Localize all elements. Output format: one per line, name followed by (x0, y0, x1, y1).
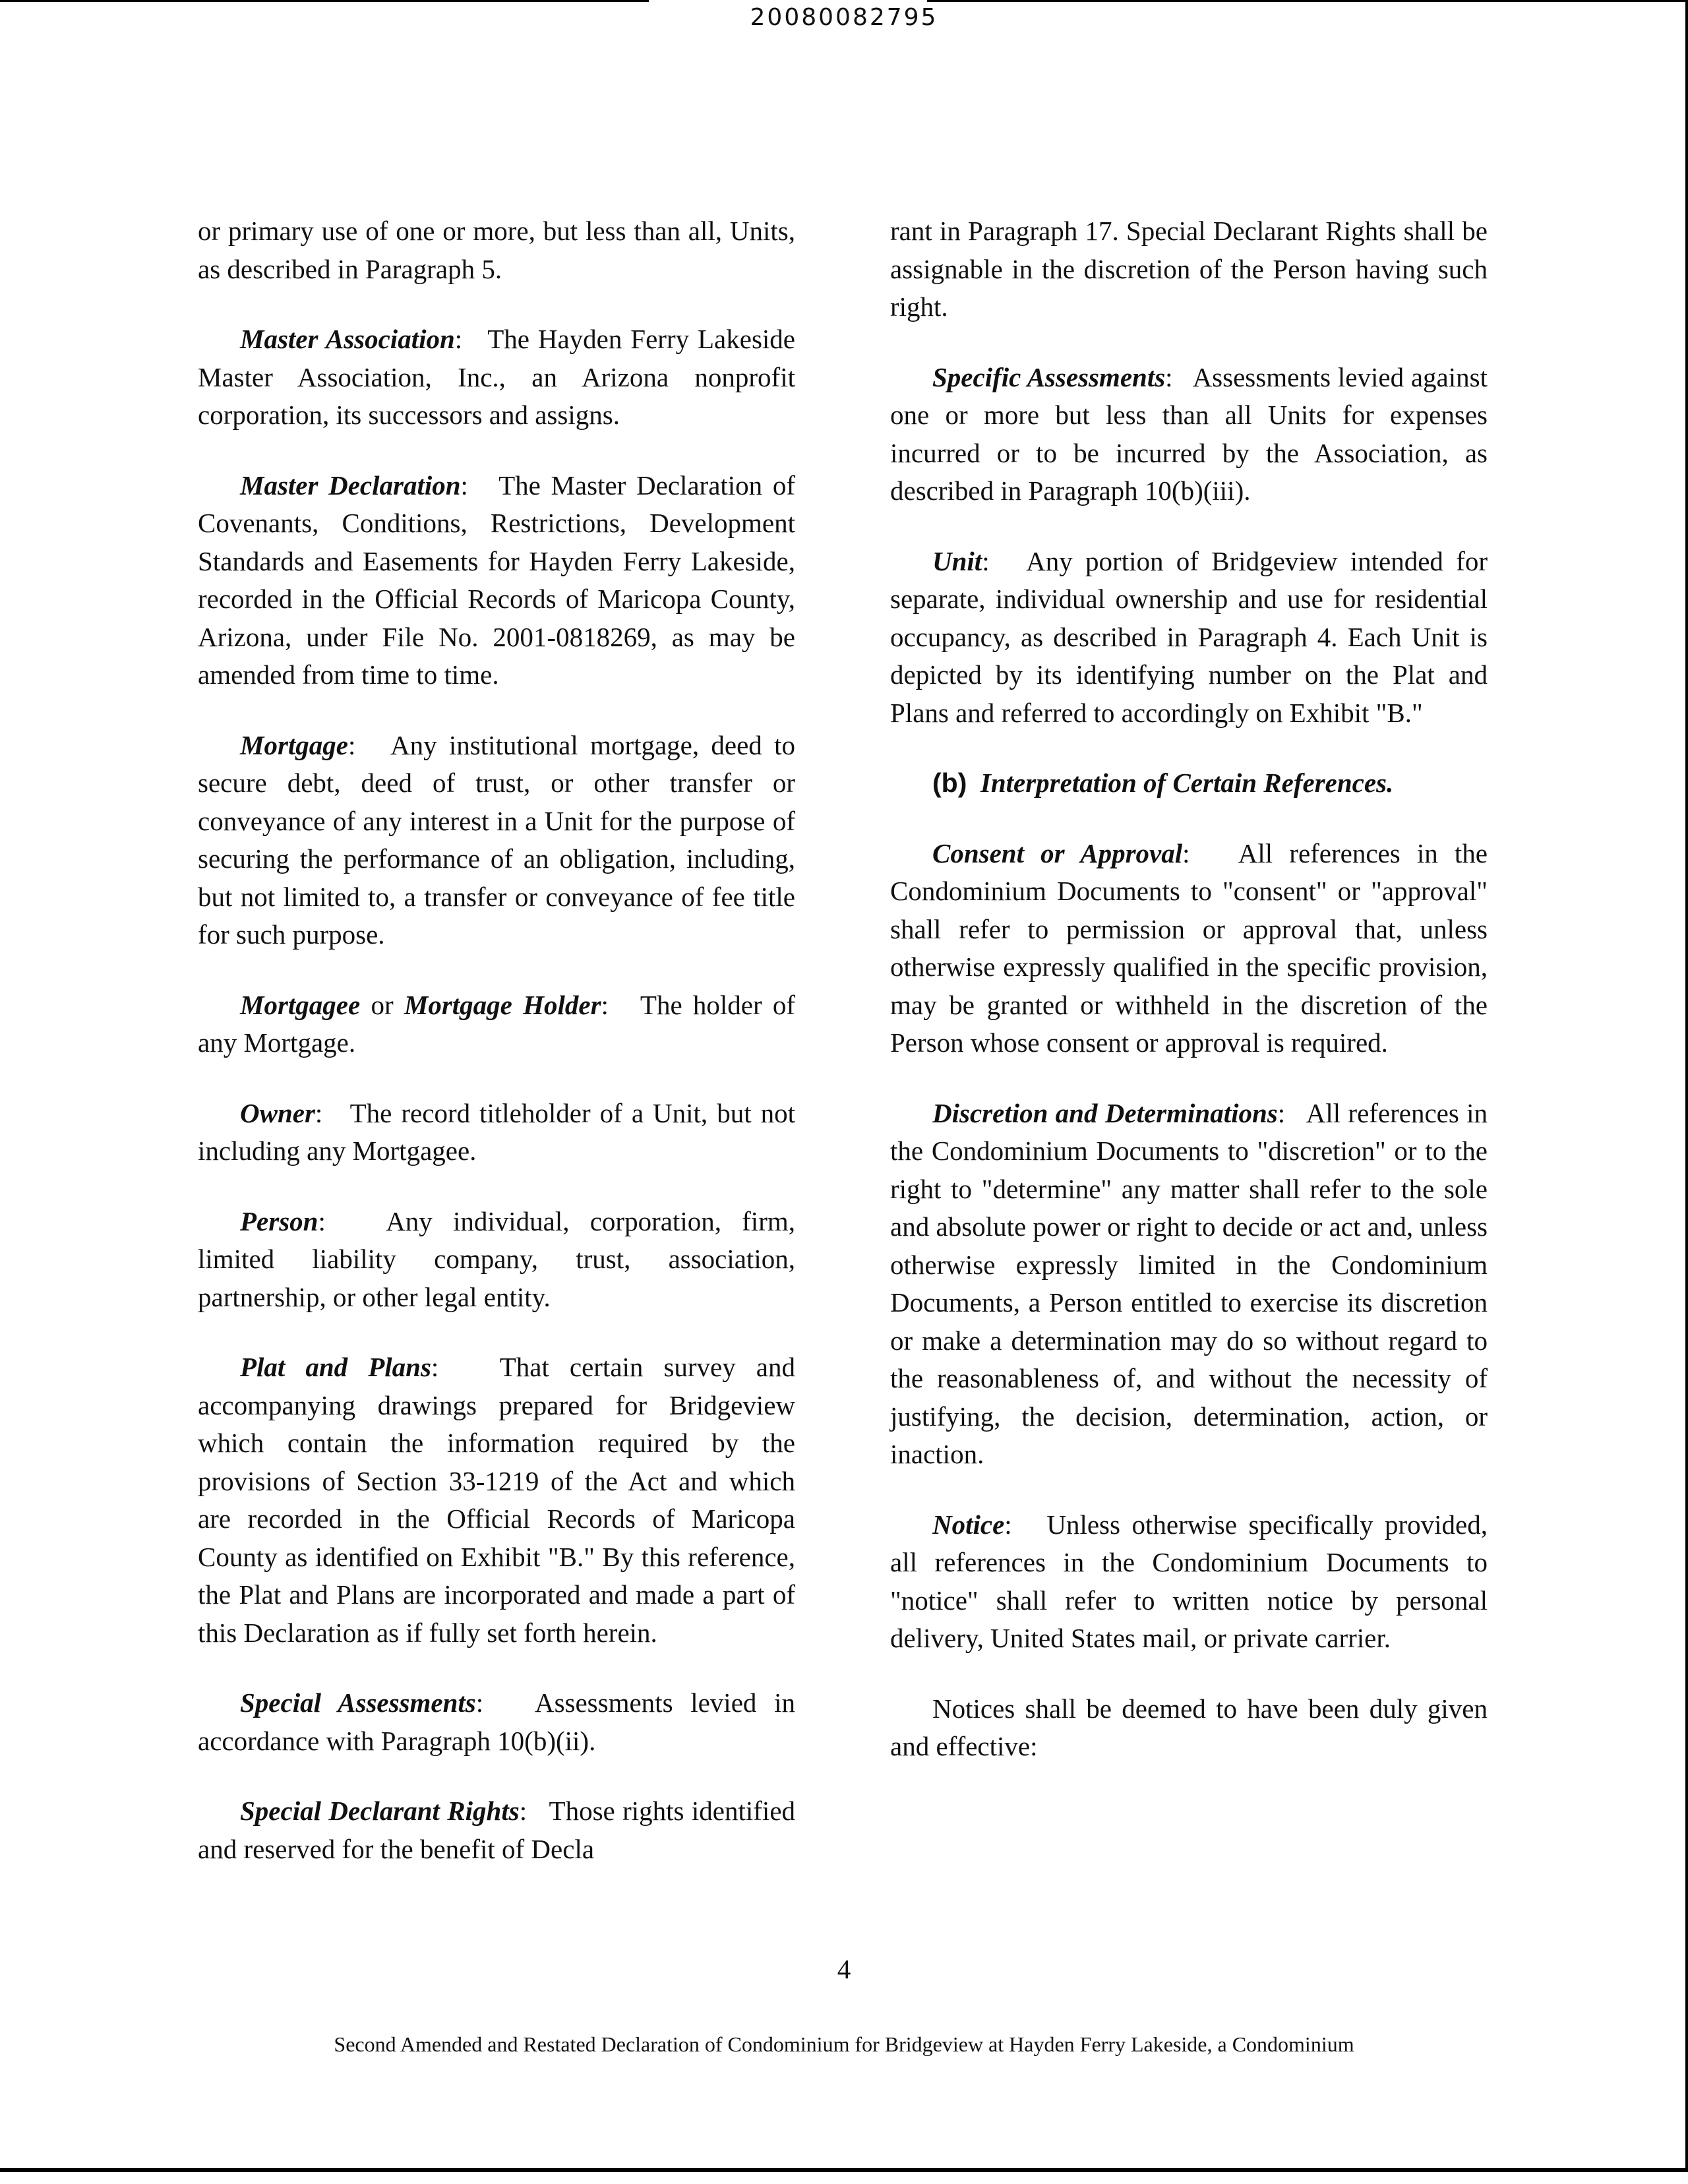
right-column (890, 212, 1488, 1798)
reference-consent-or-approval: Consent or Approval: All references in the Condominium Documents to "consent" or "approval" shall refer to permission or approval that, unless otherwise expressly qualified in the specific provision, may be granted or withheld in the discretion of the Person whose consent or approval is required. (890, 837, 1488, 1058)
term: Specific Assessments (932, 361, 1166, 392)
reference-text: Unless otherwise specifically provided, all references in the Condominium Documents to "notice" shall refer to written notice by personal delivery, United States mail, or private carrier. (890, 1509, 1488, 1653)
reference-text: All references in the Condominium Documents to "discretion" or to the right to "determine" any matter shall refer to the sole and absolute power or right to decide or act and, unless otherwise expressly limited in the Condominium Documents, a Person entitled to exercise its discretion or make a determination may do so without regard to the reasonableness of, and without the necessity of justifying, the decision, determination, action, or inaction. (890, 1097, 1488, 1469)
term-alternate: Mortgage Holder (404, 989, 601, 1020)
definition-mortgage: Mortgage: Any institutional mortgage, deed to secure debt, deed of trust, or other transfer or conveyance of any interest in a Unit for the purpose of securing the performance of an obligation, including, but not limited to, a transfer or conveyance of fee title for such purpose. (198, 729, 795, 950)
definition-special-assessments: Special Assessments: Assessments levied in accordance with Paragraph 10(b)(ii). (198, 1687, 795, 1756)
definition-text: The holder of any Mortgage. (198, 989, 796, 1058)
term: Consent or Approval (932, 837, 1183, 868)
term: Unit (932, 545, 982, 576)
term: Master Association (240, 324, 455, 354)
reference-discretion-and-determinations: Discretion and Determinations: All references in the Condominium Documents to "discretion" or to the right to "determine" any matter shall refer to the sole and absolute power or right to decide or act and, unless otherwise expressly limited in the Condominium Documents, a Person entitled to exercise its discretion or make a determination may do so without regard to the reasonableness of, and without the necessity of justifying, the decision, determination, action, or inaction. (890, 1097, 1488, 1469)
definition-unit: Unit: Any portion of Bridgeview intended for separate, individual ownership and use for residential occupancy, as described in Paragraph 4. Each Unit is depicted by its identifying number on the Plat and Plans and referred to accordingly on Exhibit "B." (890, 545, 1488, 728)
term-connector: or (371, 989, 394, 1020)
definition-specific-assessments: Specific Assessments: Assessments levied against one or more but less than all Units for expenses incurred or to be incurred by the Association, as described in Paragraph 10(b)(iii). (890, 361, 1488, 506)
definition-text: That certain survey and accompanying drawings prepared for Bridgeview which contain the information required by the provisions of Section 33-1219 of the Act and which are recorded in the Official Records of Maricopa County as identified on Exhibit "B." By this reference, the Plat and Plans are incorporated and made a part of this Declaration as if fully set forth herein. (198, 1352, 795, 1648)
reference-text: All references in the Condominium Documents to "consent" or "approval" shall refer to permission or approval that, unless otherwise expressly qualified in the specific provision, may be granted or withheld in the discretion of the Person whose consent or approval is required. (890, 837, 1488, 1058)
definition-mortgagee: Mortgagee or Mortgage Holder: The holder of any Mortgage. (198, 989, 796, 1058)
term: Special Declarant Rights (240, 1796, 520, 1826)
definition-text: Any portion of Bridgeview intended for separate, individual ownership and use for residential occupancy, as described in Paragraph 4. Each Unit is depicted by its identifying number on the Plat and Plans and referred to accordingly on Exhibit "B." (890, 545, 1488, 728)
footer-title: Second Amended and Restated Declaration of Condominium for Bridgeview at Hayden Ferry Lakeside, a Condominium (334, 2032, 1354, 2056)
bottom-border (0, 2168, 1688, 2172)
term: Notice (932, 1509, 1005, 1540)
definition-text: The record titleholder of a Unit, but not including any Mortgagee. (198, 1097, 795, 1166)
left-lead-paragraph: or primary use of one or more, but less than all, Units, as described in Paragraph 5. (198, 216, 795, 284)
definition-text: The Master Declaration of Covenants, Conditions, Restrictions, Development Standards and Easements for Hayden Ferry Lakeside, recorded in the Official Records of Maricopa County, Arizona, under File No. 2001-0818269, as may be amended from time to time. (198, 470, 795, 690)
definition-text: The Hayden Ferry Lakeside Master Association, Inc., an Arizona nonprofit corporation, its successors and assigns. (198, 324, 795, 430)
definition-master-association: Master Association: The Hayden Ferry Lakeside Master Association, Inc., an Arizona nonprofit corporation, its successors and assigns. (198, 324, 795, 430)
term: Discretion and Determinations (932, 1097, 1278, 1128)
definition-text: Those rights identified and reserved for the benefit of Decla (198, 1796, 796, 1864)
left-column (198, 212, 795, 1900)
definition-text: Assessments levied against one or more but less than all Units for expenses incurred or to be incurred by the Association, as described in Paragraph 10(b)(iii). (890, 361, 1488, 506)
definition-master-declaration: Master Declaration: The Master Declaration of Covenants, Conditions, Restrictions, Development Standards and Easements for Hayden Ferry Lakeside, recorded in the Official Records of Maricopa County, Arizona, under File No. 2001-0818269, as may be amended from time to time. (198, 470, 795, 690)
term: Owner (240, 1097, 315, 1128)
definition-special-declarant-rights: Special Declarant Rights: Those rights identified and reserved for the benefit of Decla (198, 1796, 796, 1864)
closing-paragraph: Notices shall be deemed to have been duly given and effective: (890, 1693, 1488, 1761)
definition-person: Person: Any individual, corporation, firm, limited liability company, trust, association, partnership, or other legal entity. (198, 1205, 795, 1312)
subsection-label: (b) (932, 768, 967, 798)
term: Plat and Plans (240, 1352, 431, 1382)
right-border (1685, 0, 1688, 2171)
term: Person (240, 1205, 318, 1236)
top-border-left (0, 0, 649, 2)
top-border-right (927, 0, 1688, 2)
definition-text: Any individual, corporation, firm, limited liability company, trust, association, partnership, or other legal entity. (198, 1205, 795, 1312)
term: Special Assessments (240, 1687, 476, 1718)
page-number: 4 (837, 1954, 851, 1984)
definition-owner: Owner: The record titleholder of a Unit, but not including any Mortgagee. (198, 1097, 795, 1166)
definition-text: Assessments levied in accordance with Paragraph 10(b)(ii). (198, 1687, 795, 1756)
reference-notice: Notice: Unless otherwise specifically provided, all references in the Condominium Documents to "notice" shall refer to written notice by personal delivery, United States mail, or private carrier. (890, 1509, 1488, 1653)
term: Master Declaration (240, 470, 461, 501)
term: Mortgagee (240, 989, 361, 1020)
definition-plat-and-plans: Plat and Plans: That certain survey and accompanying drawings prepared for Bridgeview which contain the information required by the provisions of Section 33-1219 of the Act and which are recorded in the Official Records of Maricopa County as identified on Exhibit "B." By this reference, the Plat and Plans are incorporated and made a part of this Declaration as if fully set forth herein. (198, 1352, 795, 1648)
document-number: 20080082795 (750, 4, 938, 31)
subsection-heading (890, 764, 1488, 803)
term: Mortgage (240, 729, 348, 760)
subsection-title: Interpretation of Certain References. (980, 768, 1394, 798)
right-lead-paragraph: rant in Paragraph 17. Special Declarant Rights shall be assignable in the discretion of the Person having such right. (890, 216, 1488, 322)
definition-text: Any institutional mortgage, deed to secure debt, deed of trust, or other transfer or conveyance of any interest in a Unit for the purpose of securing the performance of an obligation, including, but not limited to, a transfer or conveyance of fee title for such purpose. (198, 729, 795, 950)
